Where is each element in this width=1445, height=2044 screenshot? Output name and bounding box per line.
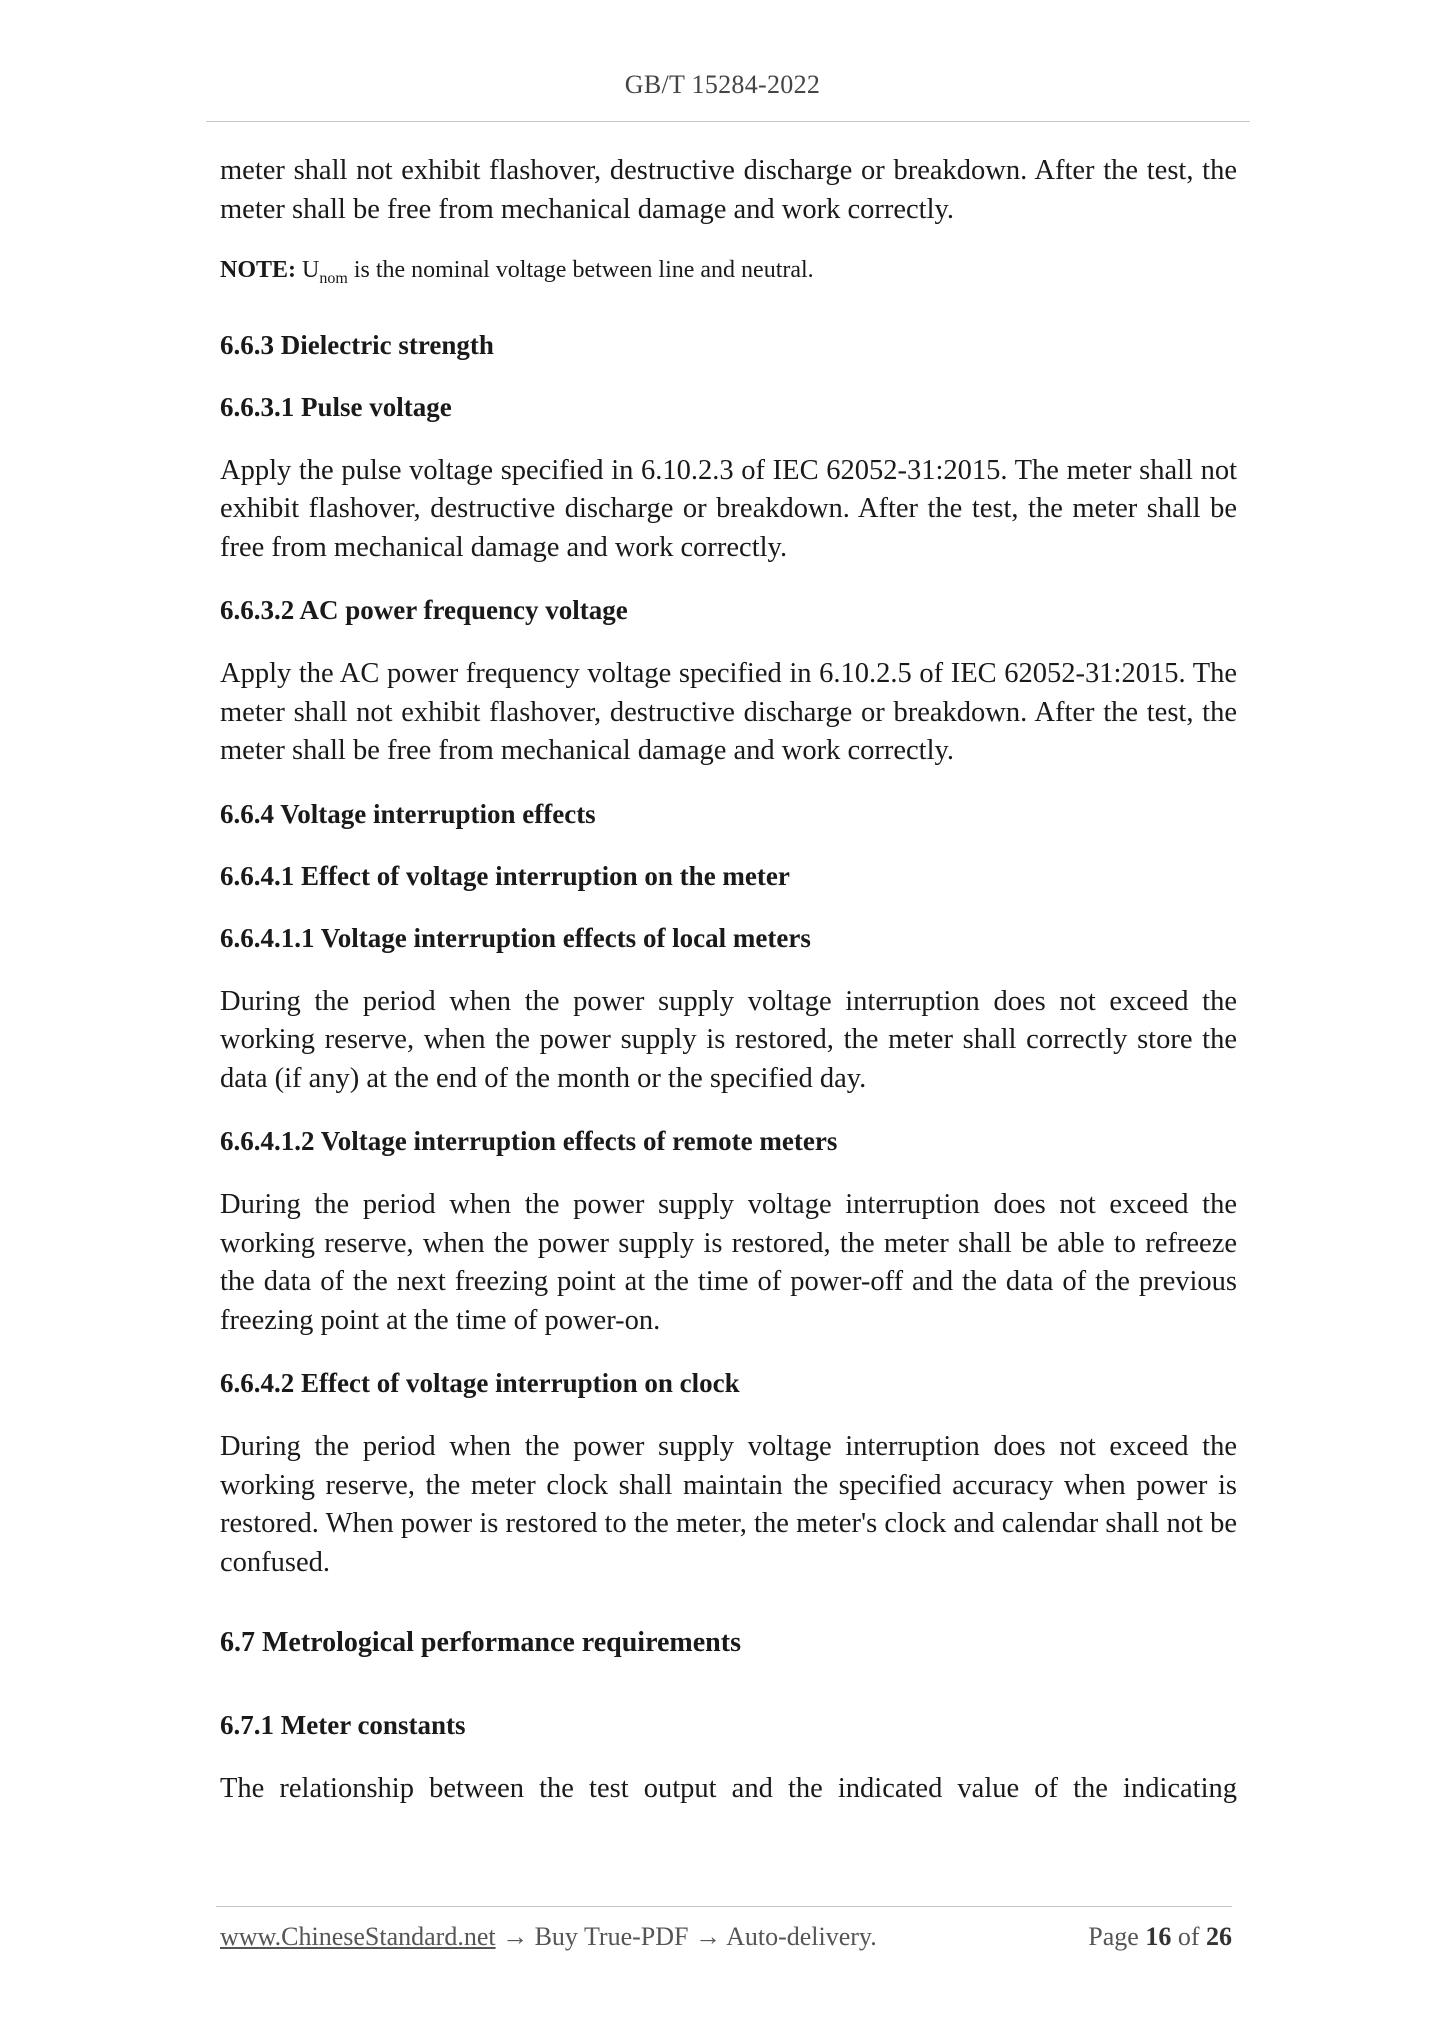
arrow-icon: → bbox=[495, 1922, 535, 1951]
note-symbol: U bbox=[302, 257, 320, 283]
page-of: of bbox=[1177, 1922, 1200, 1951]
heading-6-7-1: 6.7.1 Meter constants bbox=[220, 1710, 466, 1741]
paragraph-6-6-3-1: Apply the pulse voltage specified in 6.10.2.3 of IEC 62052-31:2015. The meter shall not exhibit flashover, destructive discharge or breakdown. After the test, the meter shall be free from mechanical damage and work correctly. bbox=[220, 454, 1237, 563]
arrow-icon: → bbox=[688, 1922, 727, 1951]
heading-6-6-4-1-2: 6.6.4.1.2 Voltage interruption effects of remote meters bbox=[220, 1126, 838, 1157]
buy-text: Buy True-PDF bbox=[534, 1922, 689, 1951]
paragraph-6-6-4-2: During the period when the power supply voltage interruption does not exceed the working reserve, the meter clock shall maintain the specified accuracy when power is restored. When power is restored to the meter, the meter's clock and calendar shall not be confused. bbox=[220, 1431, 1237, 1578]
heading-6-6-4-2: 6.6.4.2 Effect of voltage interruption on clock bbox=[220, 1368, 740, 1399]
footer-left bbox=[220, 1922, 877, 1952]
note-subscript: nom bbox=[319, 269, 348, 287]
page-label: Page bbox=[1088, 1922, 1139, 1951]
heading-6-6-4: 6.6.4 Voltage interruption effects bbox=[220, 798, 596, 829]
page-indicator bbox=[1088, 1922, 1232, 1952]
paragraph-intro: meter shall not exhibit flashover, destructive discharge or breakdown. After the test, the meter shall be free from mechanical damage and work correctly. bbox=[220, 155, 1237, 225]
heading-6-7: 6.7 Metrological performance requirements bbox=[220, 1627, 741, 1659]
paragraph-6-6-3-2: Apply the AC power frequency voltage specified in 6.10.2.5 of IEC 62052-31:2015. The meter shall not exhibit flashover, destructive discharge or breakdown. After the test, the meter shall be free from mechanical damage and work correctly. bbox=[220, 658, 1237, 767]
note-text: is the nominal voltage between line and neutral. bbox=[347, 257, 814, 283]
header-divider bbox=[206, 121, 1250, 122]
page-content bbox=[220, 152, 1237, 1835]
document-id: GB/T 15284-2022 bbox=[624, 70, 821, 99]
paragraph-6-7-1: The relationship between the test output and the indicated value of the indicating bbox=[220, 1773, 1237, 1805]
paragraph-6-6-4-1-2: During the period when the power supply voltage interruption does not exceed the working reserve, when the power supply is restored, the meter shall be able to refreeze the data of the next freezing point at the time of power-off and the data of the previous freezing point at the time of power-on. bbox=[220, 1189, 1237, 1336]
footer-divider bbox=[216, 1906, 1232, 1907]
note bbox=[220, 255, 1237, 294]
note-label: NOTE: bbox=[220, 257, 297, 283]
page-current: 16 bbox=[1145, 1922, 1172, 1951]
page-footer bbox=[220, 1922, 1232, 1952]
heading-6-6-4-1: 6.6.4.1 Effect of voltage interruption on the meter bbox=[220, 860, 790, 891]
chinesestandard-link[interactable]: www.ChineseStandard.net bbox=[220, 1922, 496, 1951]
heading-6-6-4-1-1: 6.6.4.1.1 Voltage interruption effects of local meters bbox=[220, 922, 811, 953]
heading-6-6-3: 6.6.3 Dielectric strength bbox=[220, 329, 494, 360]
delivery-text: Auto-delivery. bbox=[726, 1922, 877, 1951]
page-header bbox=[0, 70, 1445, 100]
heading-6-6-3-2: 6.6.3.2 AC power frequency voltage bbox=[220, 595, 628, 626]
heading-6-6-3-1: 6.6.3.1 Pulse voltage bbox=[220, 391, 452, 422]
paragraph-6-6-4-1-1: During the period when the power supply voltage interruption does not exceed the working reserve, when the power supply is restored, the meter shall correctly store the data (if any) at the end of the month or the specified day. bbox=[220, 985, 1237, 1094]
page-total: 26 bbox=[1206, 1922, 1232, 1951]
